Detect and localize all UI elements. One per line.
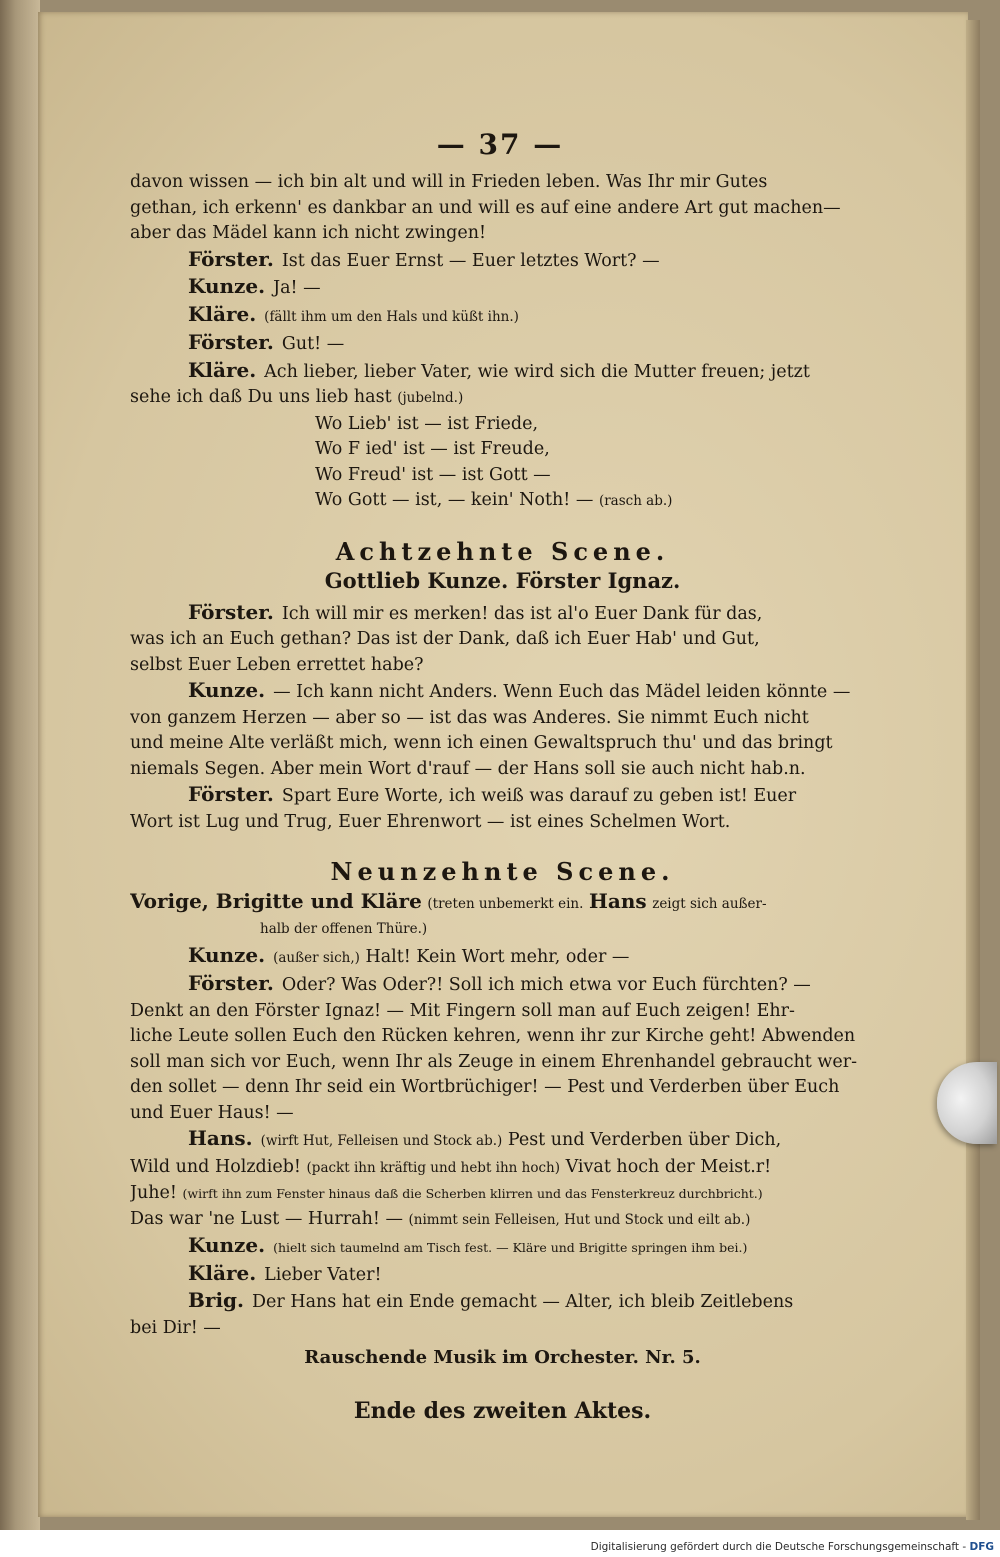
dialog-text: Spart Eure Worte, ich weiß was darauf zu geben ist! Euer [281,786,797,806]
dialog-text: Juhe! [130,1183,177,1203]
speaker-name: Kläre. [188,301,257,326]
text-line: aber das Mädel kann ich nicht zwingen! [130,223,487,243]
dialog-text: Gut! — [281,334,345,354]
stage-direction: halb der offenen Thüre.) [260,921,428,937]
stage-direction: (wirft ihn zum Fenster hinaus daß die Scherben klirren und das Fensterkreuz durchbricht.) [182,1186,763,1201]
music-cue: Rauschende Musik im Orchester. Nr. 5. [304,1347,701,1368]
stage-direction: (rasch ab.) [598,493,673,509]
text-line: und meine Alte verläßt mich, wenn ich einen Gewaltspruch thu' und das bringt [130,733,833,753]
dialog-line [130,943,875,972]
speaker-name: Kunze. [188,1233,266,1257]
dialog-text: — Ich kann nicht Anders. Wenn Euch das Mädel leiden könnte — [273,682,851,702]
dialog-text: Pest und Verderben über Dich, [507,1130,782,1150]
speaker-name: Kläre. [188,1260,257,1285]
scene-19-title: Neunzehnte Scene. [330,857,675,886]
stage-direction: (jubelnd.) [397,390,464,406]
speaker-name: Hans. [188,1126,253,1150]
verse-line: Wo Lieb' ist — ist Friede, [315,413,539,434]
speaker-name: Förster. [188,782,274,806]
speaker-name: Kunze. [188,678,266,702]
dialog-text: Der Hans hat ein Ende gemacht — Alter, ich bleib Zeitlebens [252,1292,794,1312]
speaker-name: Förster. [188,246,274,271]
footer-text: Digitalisierung gefördert durch die Deutsche Forschungsgemeinschaft - [590,1541,967,1553]
speaker-name: Förster. [188,330,274,354]
scene-18-title: Achtzehnte Scene. [335,536,670,566]
dfg-logo: DFG [969,1541,994,1553]
stage-direction: (wirft Hut, Felleisen und Stock ab.) [260,1133,503,1149]
text-line [130,1181,875,1207]
stage-direction: zeigt sich außer- [652,895,767,912]
dialog-text: Oder? Was Oder?! Soll ich mich etwa vor Euch fürchten? — [281,975,811,995]
digitization-footer [591,1541,994,1553]
cast-names: Vorige, Brigitte und Kläre [130,888,422,913]
text-line [130,385,875,412]
cast-hans: Hans [588,888,647,913]
dialog-text: Vivat hoch der Meist.r! [565,1156,772,1177]
text-line: niemals Segen. Aber mein Wort d'rauf — der Hans soll sie auch nicht hab.n. [130,758,806,779]
dialog-text: Das war 'ne Lust — Hurrah! — [130,1208,403,1229]
dialog-text: Ach lieber, lieber Vater, wie wird sich die Mutter freuen; jetzt [264,361,810,382]
text-line: den sollet — denn Ihr seid ein Wortbrüchiger! — Pest und Verderben über Euch [130,1077,840,1097]
speaker-name: Kläre. [188,357,257,382]
dialog-text: Ja! — [273,278,321,298]
dialog-line [130,247,875,275]
dialog-line [130,1288,875,1316]
dialog-line [130,274,875,302]
stage-direction: (treten unbemerkt ein. [427,895,584,912]
page-number: — 37 — [436,128,564,161]
text-line: davon wissen — ich bin alt und will in Frieden leben. Was Ihr mir Gutes [130,172,768,192]
text-line: selbst Euer Leben errettet habe? [130,654,424,675]
book-spine [0,0,40,1530]
end-of-act: Ende des zweiten Aktes. [353,1397,652,1424]
text-line: Wort ist Lug und Trug, Euer Ehrenwort — ist eines Schelmen Wort. [130,811,731,832]
stage-direction: (außer sich,) [273,949,360,966]
dialog-text: Ist das Euer Ernst — Euer letztes Wort? — [281,250,660,271]
text-line: soll man sich vor Euch, wenn Ihr als Zeuge in einem Ehrenhandel gebraucht wer- [130,1051,857,1072]
verse-text: Wo Gott — ist, — kein' Noth! — [315,490,594,510]
dialog-text: Ich will mir es merken! das ist al'o Euer Dank für das, [281,603,763,624]
dialog-line [130,330,875,358]
text-line: Denkt an den Förster Ignaz! — Mit Fingern soll man auf Euch zeigen! Ehr- [130,1000,795,1021]
verse-line: Wo Freud' ist — ist Gott — [315,464,551,485]
dialog-text: Halt! Kein Wort mehr, oder — [365,946,630,967]
speaker-name: Förster. [188,599,274,624]
speaker-name: Förster. [188,971,274,995]
text-line: von ganzem Herzen — aber so — ist das was Anderes. Sie nimmt Euch nicht [130,707,809,728]
dialog-line [130,600,875,628]
stage-direction: (fällt ihm um den Hals und küßt ihn.) [264,308,519,325]
text-line: liche Leute sollen Euch den Rücken kehren, wenn ihr zur Kirche geht! Abwenden [130,1026,856,1046]
text-line: und Euer Haus! — [130,1102,294,1123]
dialog-line [130,678,875,706]
speaker-name: Kunze. [188,942,266,967]
text-line: was ich an Euch gethan? Das ist der Dank, daß ich Euer Hab' und Gut, [130,629,760,649]
speaker-name: Brig. [188,1288,244,1312]
verse-line [130,488,875,515]
dialog-line [130,971,875,999]
dialog-text: Wild und Holzdieb! [130,1156,301,1177]
dialog-line [130,358,875,386]
stage-direction: (hielt sich taumelnd am Tisch fest. — Kläre und Brigitte springen ihm bei.) [273,1240,748,1255]
text-line [130,1155,875,1182]
stage-direction: (nimmt sein Felleisen, Hut und Stock und eilt ab.) [408,1211,751,1228]
page-edge [966,20,980,1520]
speaker-name: Kunze. [188,274,266,298]
dialog-line [130,1261,875,1289]
text-line [130,1207,875,1234]
dialog-line [130,782,875,810]
stage-direction: (packt ihn kräftig und hebt ihn hoch) [306,1159,561,1176]
page-text [130,170,875,1424]
dialog-line [130,1126,875,1155]
scene-18-cast: Gottlieb Kunze. Förster Ignaz. [324,568,681,593]
dialog-line [130,302,875,331]
dialog-line [130,1233,875,1261]
dialog-text: Lieber Vater! [264,1264,382,1285]
text-line: gethan, ich erkenn' es dankbar an und will es auf eine andere Art gut machen— [130,197,841,218]
verse-line: Wo F ied' ist — ist Freude, [315,439,550,459]
scene-19-cast [130,889,875,918]
dialog-text: sehe ich daß Du uns lieb hast [130,387,392,407]
text-line: bei Dir! — [130,1317,221,1338]
